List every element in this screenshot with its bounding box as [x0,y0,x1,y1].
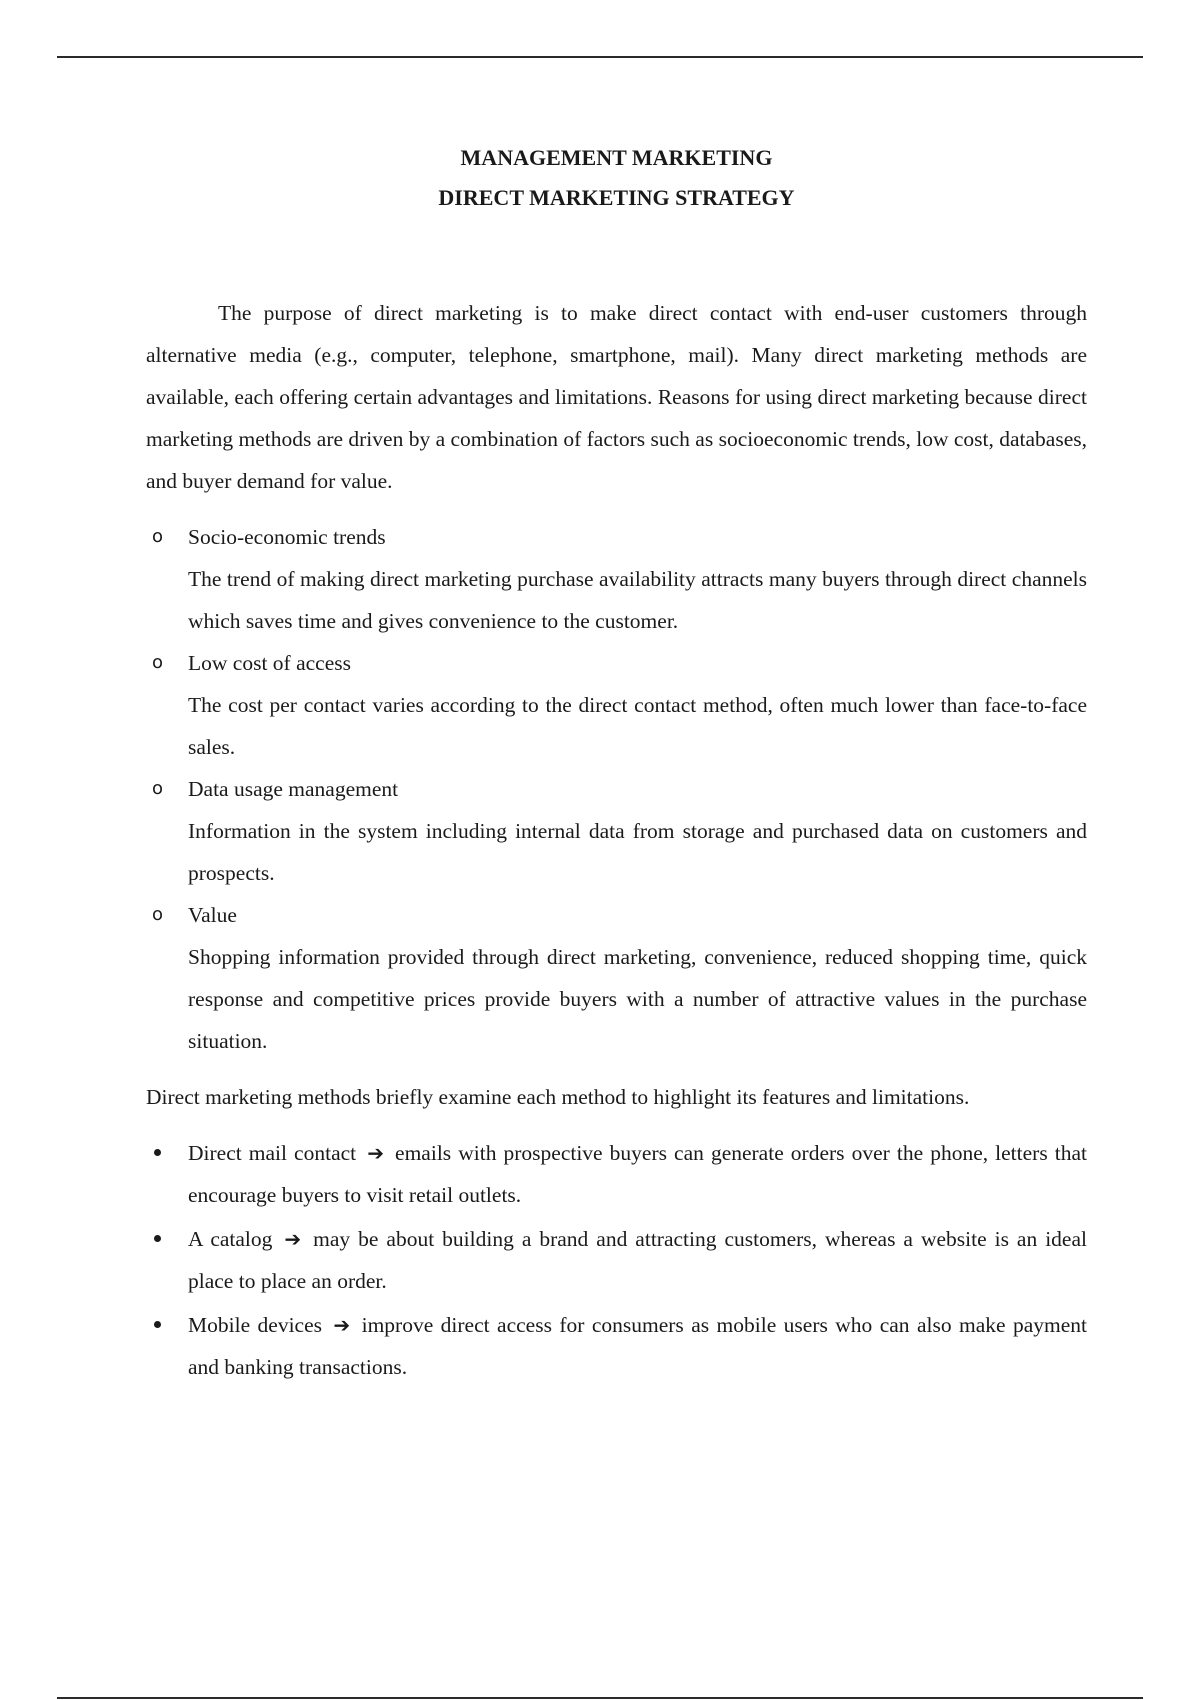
bullet-icon [154,1149,161,1156]
document-subtitle: DIRECT MARKETING STRATEGY [438,185,795,210]
reasons-list [146,516,1087,1062]
circle-bullet-icon: o [152,778,164,799]
method-text [188,1132,1087,1216]
reason-item-low-cost [146,642,1087,768]
bullet-icon [154,1235,161,1242]
reason-item-data-usage [146,768,1087,894]
circle-bullet-icon: o [152,904,164,925]
footer-rule [57,1697,1143,1699]
method-description: improve direct access for consumers as mobile users who can also make payment and banking transactions. [188,1313,1088,1379]
methods-list [146,1132,1087,1388]
method-term: Mobile devices [188,1313,322,1337]
document-title: MANAGEMENT MARKETING [460,145,773,170]
method-description: emails with prospective buyers can generate orders over the phone, letters that encourage buyers to visit retail outlets. [188,1141,1088,1207]
method-text [188,1218,1087,1302]
reason-title: Data usage management [188,777,399,801]
arrow-right-icon: ➔ [284,1227,302,1251]
method-term: Direct mail contact [188,1141,357,1165]
method-description: may be about building a brand and attracting customers, whereas a website is an ideal place to place an order. [188,1227,1087,1293]
reason-title: Low cost of access [188,651,351,675]
method-item-catalog [146,1218,1087,1302]
reason-title: Socio-economic trends [188,525,386,549]
method-term: A catalog [188,1227,273,1251]
reason-body: Shopping information provided through direct marketing, convenience, reduced shopping time, quick response and competitive prices provide buyers with a number of attractive values in the purchase situation. [188,945,1087,1053]
method-item-mobile-devices [146,1304,1087,1388]
arrow-right-icon: ➔ [367,1141,384,1165]
method-text [188,1304,1087,1388]
circle-bullet-icon: o [152,652,164,673]
circle-bullet-icon: o [152,526,164,547]
reason-item-value [146,894,1087,1062]
reason-body: Information in the system including internal data from storage and purchased data on customers and prospects. [188,819,1087,885]
arrow-right-icon: ➔ [333,1313,351,1337]
header-rule [57,56,1143,58]
methods-intro: Direct marketing methods briefly examine each method to highlight its features and limitations. [146,1085,970,1109]
reason-title: Value [188,903,237,927]
reason-item-socio-economic [146,516,1087,642]
intro-paragraph: The purpose of direct marketing is to make direct contact with end-user customers through alternative media (e.g., computer, telephone, smartphone, mail). Many direct marketing methods are available, each offering certain advantages and limitations. Reasons for using direct marketing because direct marketing methods are driven by a combination of factors such as socioeconomic trends, low cost, databases, and buyer demand for value. [146,301,1087,493]
document-page [146,138,1087,1390]
reason-body: The trend of making direct marketing purchase availability attracts many buyers through direct channels which saves time and gives convenience to the customer. [188,567,1087,633]
bullet-icon [154,1321,161,1328]
method-item-direct-mail [146,1132,1087,1216]
reason-body: The cost per contact varies according to the direct contact method, often much lower than face-to-face sales. [188,693,1087,759]
